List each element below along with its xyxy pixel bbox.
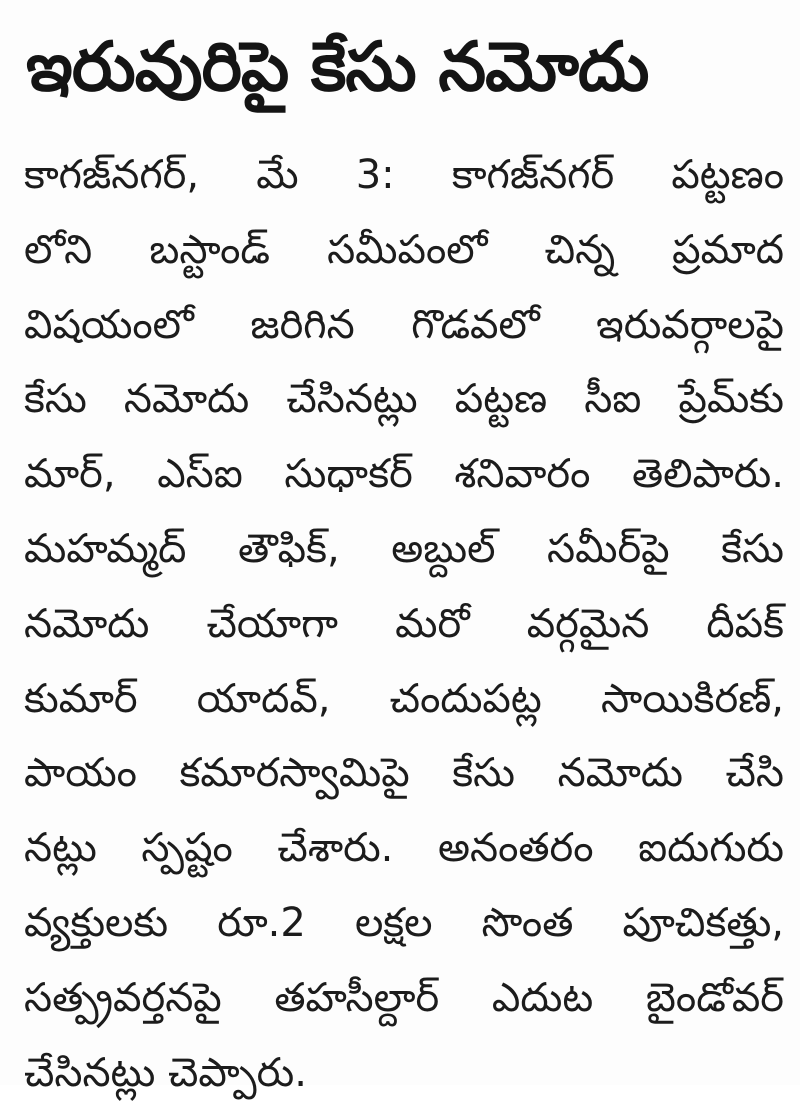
article-line: మార్, ఎస్ఐ సుధాకర్ శనివారం తెలిపారు. <box>24 451 784 498</box>
article-line: నమోదు చేయాగా మరో వర్గమైన దీపక్ <box>24 600 784 647</box>
article-line: విషయంలో జరిగిన గొడవలో ఇరువర్గాలపై <box>24 301 784 348</box>
article-line: నట్లు స్పష్టం చేశారు. అనంతరం ఐదుగురు <box>24 825 784 872</box>
article-body <box>24 138 784 1110</box>
article-line: వ్యక్తులకు రూ.2 లక్షల సొంత పూచికత్తు, <box>24 899 784 946</box>
article-line: కాగజ్‌నగర్, మే 3: కాగజ్‌నగర్ పట్టణం <box>24 152 784 198</box>
article-line: లోని బస్టాండ్ సమీపంలో చిన్న ప్రమాద <box>24 226 784 273</box>
article-line: కుమార్ యాదవ్, చందుపట్ల సాయికిరణ్, <box>24 675 784 722</box>
article-headline: ఇరువురిపై కేసు నమోదు <box>26 28 649 107</box>
article-line: పాయం కమారస్వామిపై కేసు నమోదు చేసి <box>24 750 784 797</box>
article-line-last: చేసినట్లు చెప్పారు. <box>24 1049 307 1096</box>
article-line: మహమ్మద్ తౌఫిక్, అబ్దుల్ సమీర్‌పై కేసు <box>24 525 784 572</box>
article-line: కేసు నమోదు చేసినట్లు పట్టణ సీఐ ప్రేమ్‌కు <box>24 376 784 423</box>
article-line: సత్ప్రవర్తనపై తహసీల్దార్ ఎదుట బైండోవర్ <box>24 974 784 1021</box>
